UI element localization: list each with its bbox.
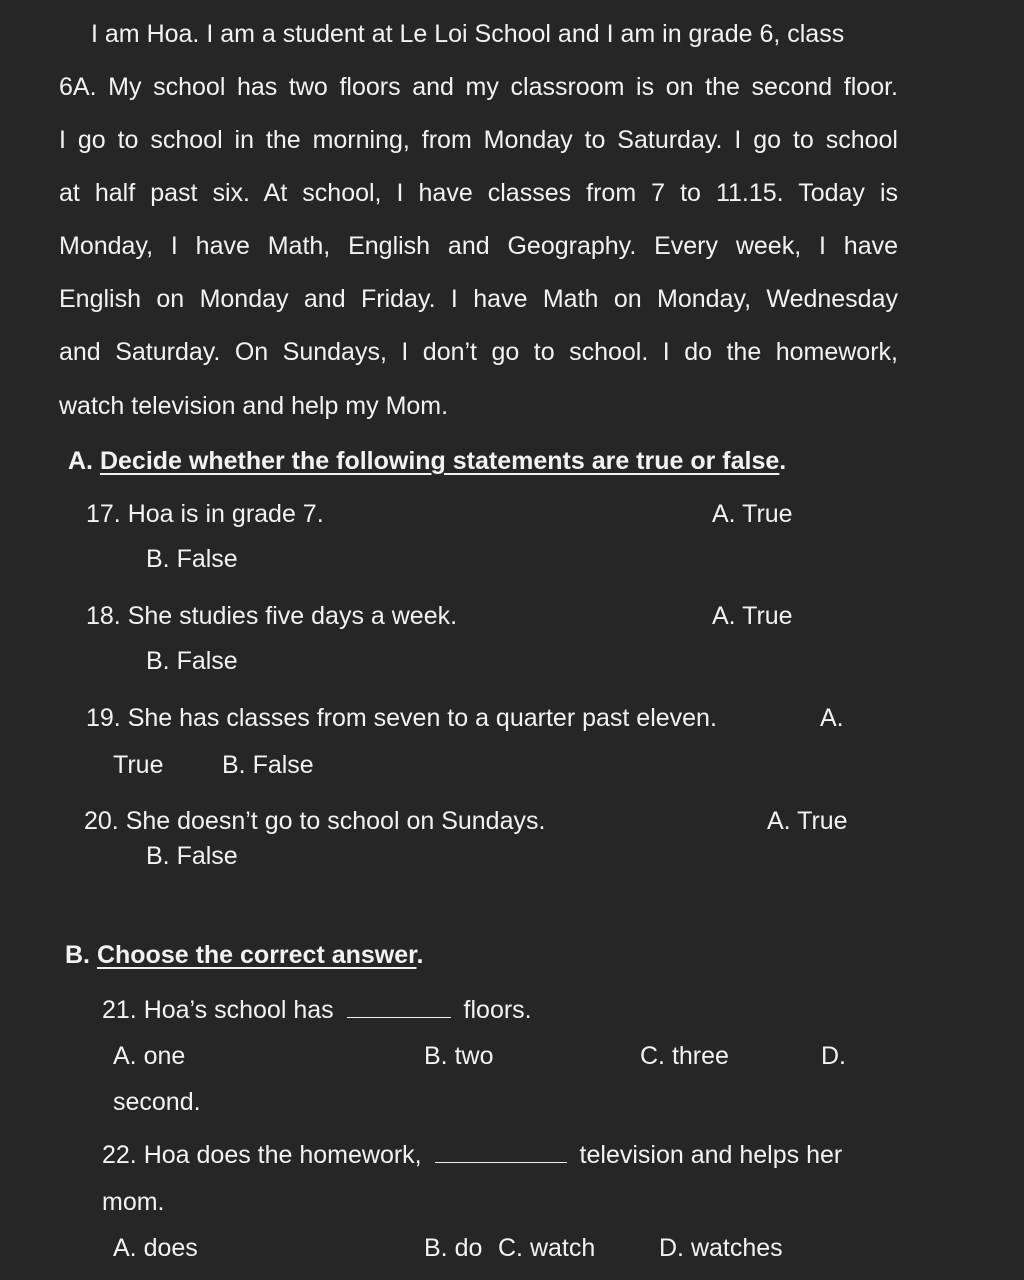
passage-line-5: Monday, I have Math, English and Geography. Every week, I have bbox=[59, 232, 898, 260]
option-a[interactable]: A. one bbox=[113, 1042, 186, 1070]
passage-line-4: at half past six. At school, I have classes from 7 to 11.15. Today is bbox=[59, 179, 898, 207]
passage-line-7: and Saturday. On Sundays, I don’t go to school. I do the homework, bbox=[59, 338, 898, 366]
passage-line-6: English on Monday and Friday. I have Math on Monday, Wednesday bbox=[59, 285, 898, 313]
question-text: 19. She has classes from seven to a quarter past eleven. bbox=[86, 704, 717, 732]
question-text-start: 22. Hoa does the homework, bbox=[102, 1141, 422, 1169]
option-d[interactable]: D. watches bbox=[659, 1234, 783, 1262]
option-c[interactable]: C. three bbox=[640, 1042, 729, 1070]
option-d-label[interactable]: D. bbox=[821, 1042, 846, 1070]
question-text-end: television and helps her bbox=[579, 1141, 843, 1169]
section-a-heading bbox=[68, 449, 786, 474]
passage-line-2: 6A. My school has two floors and my classroom is on the second floor. bbox=[59, 73, 898, 101]
section-b-heading bbox=[65, 943, 423, 968]
question-text-start: 21. Hoa’s school has bbox=[102, 996, 334, 1024]
question-text bbox=[102, 1143, 842, 1168]
option-a-label[interactable]: A. bbox=[820, 704, 844, 732]
passage-line-3: I go to school in the morning, from Monday to Saturday. I go to school bbox=[59, 126, 898, 154]
section-a-period: . bbox=[779, 447, 787, 475]
option-b[interactable]: B. False bbox=[146, 842, 238, 870]
answer-blank[interactable] bbox=[347, 1017, 451, 1018]
option-b[interactable]: B. False bbox=[222, 751, 314, 779]
option-b[interactable]: B. two bbox=[424, 1042, 494, 1070]
option-a-text[interactable]: True bbox=[113, 751, 164, 779]
section-b-period: . bbox=[416, 941, 424, 969]
option-a[interactable]: A. True bbox=[712, 500, 793, 528]
option-d-text[interactable]: second. bbox=[113, 1088, 201, 1116]
section-a-instruction: Decide whether the following statements are true or false bbox=[99, 447, 780, 475]
question-text: 20. She doesn’t go to school on Sundays. bbox=[84, 807, 546, 835]
question-text: 17. Hoa is in grade 7. bbox=[86, 500, 324, 528]
option-b[interactable]: B. False bbox=[146, 647, 238, 675]
section-b-instruction: Choose the correct answer bbox=[96, 941, 417, 969]
section-a-letter: A. bbox=[68, 447, 93, 475]
section-b-letter: B. bbox=[65, 941, 90, 969]
option-a[interactable]: A. does bbox=[113, 1234, 198, 1262]
option-a[interactable]: A. True bbox=[767, 807, 848, 835]
answer-blank[interactable] bbox=[435, 1162, 567, 1163]
option-a[interactable]: A. True bbox=[712, 602, 793, 630]
question-text-end: floors. bbox=[463, 996, 532, 1024]
option-b[interactable]: B. do bbox=[424, 1234, 483, 1262]
question-text: 18. She studies five days a week. bbox=[86, 602, 458, 630]
option-b[interactable]: B. False bbox=[146, 545, 238, 573]
question-text-continued: mom. bbox=[102, 1188, 165, 1216]
passage-line-1: I am Hoa. I am a student at Le Loi School and I am in grade 6, class bbox=[91, 20, 845, 48]
option-c[interactable]: C. watch bbox=[498, 1234, 596, 1262]
question-text bbox=[102, 998, 532, 1023]
passage-line-8: watch television and help my Mom. bbox=[59, 392, 449, 420]
